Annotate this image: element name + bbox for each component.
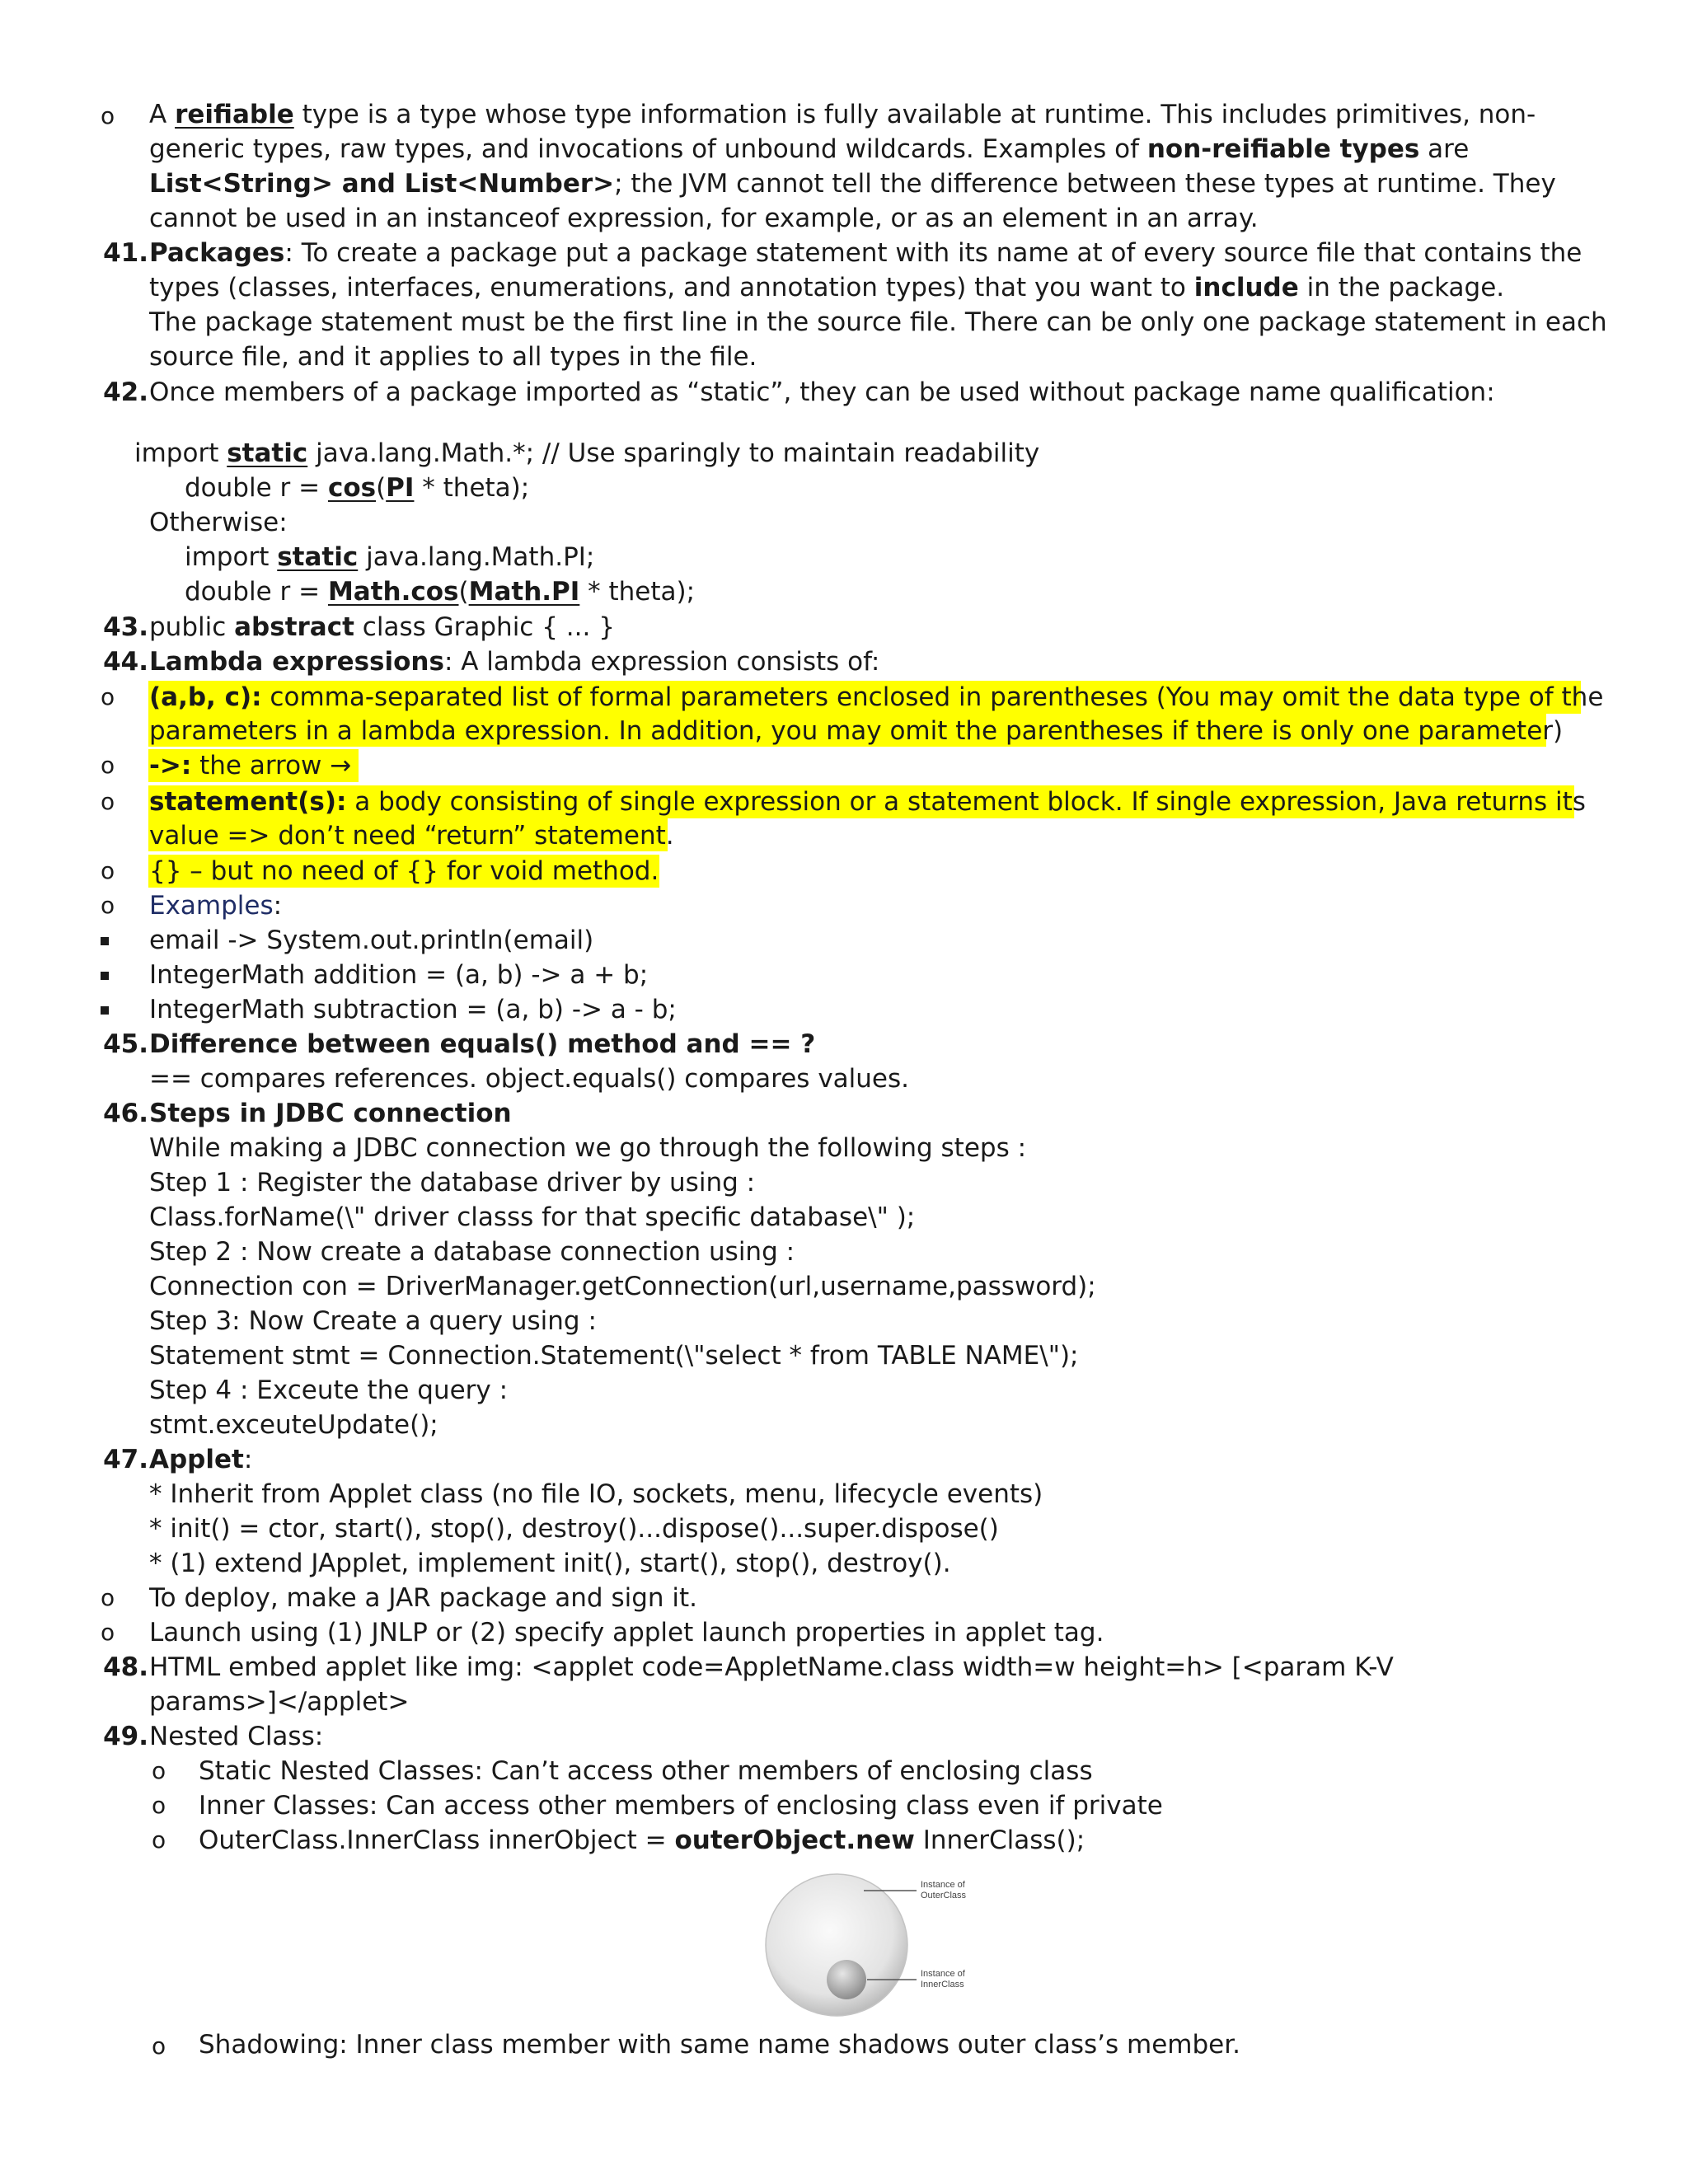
applet-launch-line: Launch using (1) JNLP or (2) specify applet launch properties in applet tag.: [149, 1618, 1104, 1647]
lambda-params-line-2: parameters in a lambda expression. In addition, you may omit the parentheses if there is only one parameter): [149, 716, 1564, 746]
reifiable-term: reifiable: [175, 100, 294, 129]
equals-explanation: == compares references. object.equals() compares values.: [149, 1064, 909, 1094]
bullet-o: o: [101, 788, 115, 815]
jdbc-line: While making a JDBC connection we go through the following steps :: [149, 1133, 1027, 1163]
bullet-o: o: [101, 102, 115, 129]
item-number-45: 45.: [103, 1029, 148, 1059]
packages-line-4: source file, and it applies to all types in the file.: [149, 342, 757, 372]
bullet-o: o: [101, 752, 115, 779]
example-line-1: email -> System.out.println(email): [149, 926, 594, 955]
jdbc-line: Class.forName(\" driver classs for that specific database\" );: [149, 1202, 916, 1232]
applet-deploy-line: To deploy, make a JAR package and sign it.: [149, 1583, 698, 1613]
item-number-49: 49.: [103, 1722, 148, 1751]
jdbc-line: Statement stmt = Connection.Statement(\"select * from TABLE NAME\");: [149, 1341, 1079, 1371]
jdbc-line: Step 3: Now Create a query using :: [149, 1306, 597, 1336]
inner-label-line-2: InnerClass: [921, 1980, 964, 1990]
outer-label-line-1: Instance of: [921, 1880, 965, 1890]
reifiable-line-2: generic types, raw types, and invocations of unbound wildcards. Examples of non-reifiable types are: [149, 134, 1470, 164]
nested-instantiation-line: OuterClass.InnerClass innerObject = outerObject.new InnerClass();: [199, 1825, 1085, 1855]
reifiable-line-4: cannot be used in an instanceof expression, for example, or as an element in an array.: [149, 204, 1259, 233]
bullet-o: o: [101, 857, 115, 884]
bullet-square: [101, 972, 109, 980]
item-number-41: 41.: [103, 238, 148, 268]
jdbc-line: Step 2 : Now create a database connection using :: [149, 1237, 795, 1267]
reifiable-line-3: List<String> and List<Number>; the JVM cannot tell the difference between these types at runtime. They: [149, 169, 1556, 199]
lambda-params-line-1: (a,b, c): comma-separated list of formal parameters enclosed in parentheses (You may omit the data type of the: [149, 682, 1604, 712]
applet-line-3: * (1) extend JApplet, implement init(), start(), stop(), destroy().: [149, 1549, 951, 1578]
jdbc-line: Step 1 : Register the database driver by using :: [149, 1168, 756, 1197]
bullet-square: [101, 1006, 109, 1015]
equals-heading: Difference between equals() method and == ?: [149, 1029, 816, 1059]
shadowing-line: Shadowing: Inner class member with same name shadows outer class’s member.: [199, 2030, 1240, 2060]
code-line-4: import static java.lang.Math.PI;: [185, 542, 595, 572]
applet-line-1: * Inherit from Applet class (no file IO, sockets, menu, lifecycle events): [149, 1479, 1043, 1509]
item-number-44: 44.: [103, 647, 148, 677]
reifiable-line-1: A reifiable type is a type whose type information is fully available at runtime. This includes primitives, non-: [149, 100, 1536, 129]
bullet-o: o: [152, 2032, 166, 2060]
code-line-1: import static java.lang.Math.*; // Use sparingly to maintain readability: [134, 438, 1040, 468]
examples-label: Examples:: [149, 891, 283, 921]
inner-instance-circle: [827, 1960, 866, 1999]
lambda-body-line-1: statement(s): a body consisting of single expression or a statement block. If single expression, Java returns its: [149, 787, 1586, 817]
jdbc-line: Step 4 : Exceute the query :: [149, 1376, 509, 1405]
bullet-o: o: [152, 1757, 166, 1784]
applet-embed-line-1: HTML embed applet like img: <applet code=AppletName.class width=w height=h> [<param K-V: [149, 1652, 1394, 1682]
nested-inner-line: Inner Classes: Can access other members of enclosing class even if private: [199, 1791, 1163, 1821]
lambda-body-line-2: value => don’t need “return” statement.: [149, 821, 674, 851]
inner-outer-instance-diagram: [754, 1869, 1001, 2022]
packages-line-3: The package statement must be the first line in the source file. There can be only one package statement in each: [149, 307, 1607, 337]
code-line-5: double r = Math.cos(Math.PI * theta);: [185, 577, 696, 607]
nested-static-line: Static Nested Classes: Can’t access other members of enclosing class: [199, 1756, 1093, 1786]
bullet-o: o: [152, 1826, 166, 1854]
packages-line-2: types (classes, interfaces, enumerations, and annotation types) that you want to include in the package.: [149, 273, 1505, 302]
bullet-square: [101, 937, 109, 945]
bullet-o: o: [101, 683, 115, 710]
item-number-48: 48.: [103, 1652, 148, 1682]
jdbc-line: Connection con = DriverManager.getConnection(url,username,password);: [149, 1272, 1096, 1301]
item-number-43: 43.: [103, 612, 148, 642]
example-line-3: IntegerMath subtraction = (a, b) -> a - b;: [149, 995, 677, 1024]
bullet-o: o: [101, 892, 115, 919]
packages-line-1: Packages: To create a package put a package statement with its name at of every source file that contains the: [149, 238, 1582, 268]
item-number-42: 42.: [103, 377, 148, 407]
jdbc-line: stmt.exceuteUpdate();: [149, 1410, 438, 1440]
outer-label-line-2: OuterClass: [921, 1891, 967, 1900]
nested-class-heading: Nested Class:: [149, 1722, 324, 1751]
static-import-intro: Once members of a package imported as “static”, they can be used without package name qualification:: [149, 377, 1495, 407]
applet-heading: Applet:: [149, 1445, 253, 1474]
item-number-46: 46.: [103, 1099, 148, 1128]
example-line-2: IntegerMath addition = (a, b) -> a + b;: [149, 960, 649, 990]
bullet-o: o: [101, 1619, 115, 1646]
inner-label-line-1: Instance of: [921, 1969, 965, 1979]
lambda-void-line: {} – but no need of {} for void method.: [149, 856, 659, 886]
jdbc-heading: Steps in JDBC connection: [149, 1099, 512, 1128]
bullet-o: o: [152, 1792, 166, 1819]
abstract-class-line: public abstract class Graphic { ... }: [149, 612, 615, 642]
code-line-2: double r = cos(PI * theta);: [185, 473, 530, 503]
applet-embed-line-2: params>]</applet>: [149, 1687, 410, 1717]
applet-line-2: * init() = ctor, start(), stop(), destroy()...dispose()...super.dispose(): [149, 1514, 999, 1544]
bullet-o: o: [101, 1584, 115, 1611]
item-number-47: 47.: [103, 1445, 148, 1474]
lambda-heading: Lambda expressions: A lambda expression consists of:: [149, 647, 880, 677]
code-line-3: Otherwise:: [149, 508, 288, 537]
lambda-arrow-line: ->: the arrow →: [149, 751, 352, 780]
